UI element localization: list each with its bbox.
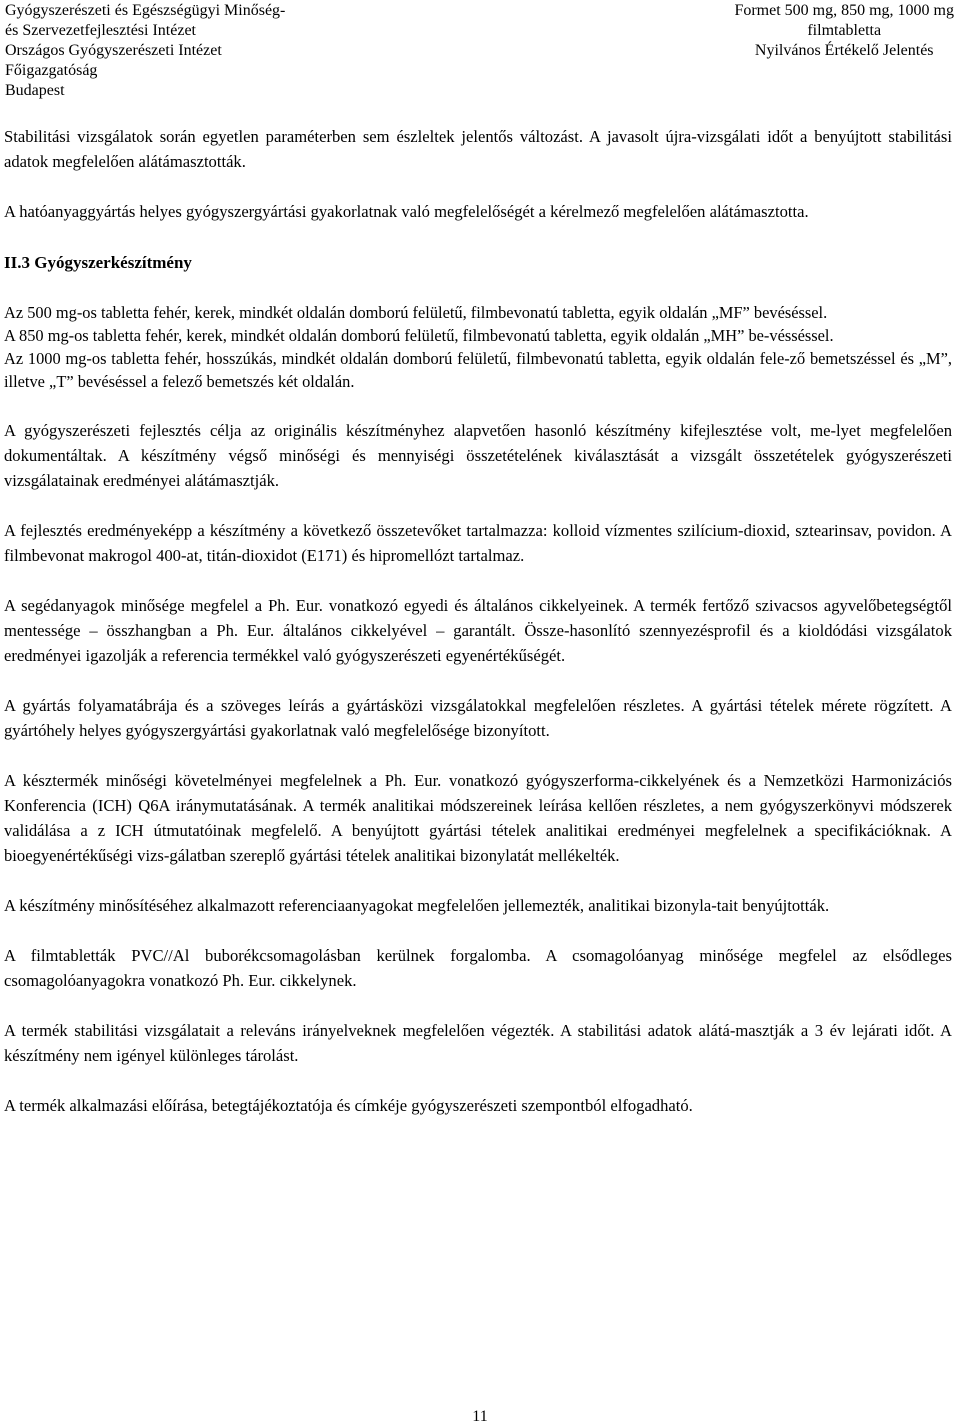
document-body [4, 124, 952, 1118]
paragraph-stability: Stabilitási vizsgálatok során egyetlen paraméterben sem észleltek jelentős változást. A javasolt újra-vizsgálati időt a benyújtott stabilitási adatok megfelelően alátámasztották. [4, 127, 952, 171]
paragraph-labelling: A termék alkalmazási előírása, betegtájékoztatója és címkéje gyógyszerészeti szempontból elfogadható. [4, 1096, 693, 1115]
paragraph-specifications: A késztermék minőségi követelményei megfelelnek a Ph. Eur. vonatkozó gyógyszerforma-cikkelyének és a Nemzetközi Harmonizációs Konferencia (ICH) Q6A iránymutatásának. A termék analitikai módszereinek leírása kellően részletes, a nem gyógyszerkönyvi módszerek validálása a z ICH útmutatóinak megfelelő. A benyújtott gyártási tételek analitikai eredményei megfelelnek a specifikációknak. A bioegyenértékűségi vizs-gálatban szereplő gyártási tételek analitikai bizonylatát mellékelték. [4, 771, 952, 865]
header-institution [5, 1, 285, 101]
page-number: 11 [472, 1408, 488, 1425]
paragraph-api-gmp: A hatóanyaggyártás helyes gyógyszergyártási gyakorlatnak való megfelelőségét a kérelmező megfelelően alátámasztotta. [4, 202, 809, 221]
paragraph-tablet-1000: Az 1000 mg-os tabletta fehér, hosszúkás, mindkét oldalán domború felületű, filmbevonatú tabletta, egyik oldalán fele-ző bemetszéssel és „M”, illetve „T” bevéséssel a felező bemetszés két oldalán. [4, 349, 952, 391]
header-institution-line: és Szervezetfejlesztési Intézet [5, 22, 196, 39]
paragraph-tablet-850: A 850 mg-os tabletta fehér, kerek, mindkét oldalán domború felületű, filmbevonatú tabletta, egyik oldalán „MH” be-vésséssel. [4, 326, 834, 345]
header-report-type: Nyilvános Értékelő Jelentés [754, 42, 934, 59]
page-header [0, 0, 960, 110]
paragraph-composition: A fejlesztés eredményeképp a készítmény a következő összetevőket tartalmazza: kolloid vízmentes szilícium-dioxid, sztearinsav, povidon. A filmbevonat makrogol 400-at, titán-dioxidot (E171) és hipromellózt tartalmaz. [4, 521, 952, 565]
paragraph-packaging: A filmtabletták PVC//Al buborékcsomagolásban kerülnek forgalomba. A csomagolóanyag minősége megfelel az elsődleges csomagolóanyagokra vonatkozó Ph. Eur. cikkelynek. [4, 946, 952, 990]
header-institution-line: Gyógyszerészeti és Egészségügyi Minőség- [5, 2, 286, 19]
header-product [734, 1, 954, 61]
paragraph-excipient-quality: A segédanyagok minősége megfelel a Ph. Eur. vonatkozó egyedi és általános cikkelyeinek. A termék fertőző szivacsos agyvelőbetegségtől mentessége – összhangban a Ph. Eur. általános cikkelyével – garantált. Össze-hasonlító szennyezésprofil és a kioldódási vizsgálatok eredményei igazolják a referencia termékkel való gyógyszerészeti egyenértékűségét. [4, 596, 952, 665]
header-product-name: Formet 500 mg, 850 mg, 1000 mg [734, 2, 954, 19]
header-product-form: filmtabletta [807, 22, 882, 39]
paragraph-development: A gyógyszerészeti fejlesztés célja az originális készítményhez alapvetően hasonló készítmény kifejlesztése volt, me-lyet megfelelően dokumentáltak. A készítmény végső minőségi és mennyiségi összetételének kiválasztását a vizsgált összetételek gyógyszerészeti vizsgálatainak eredményei alátámasztják. [4, 421, 952, 490]
header-institution-line: Országos Gyógyszerészeti Intézet [5, 42, 222, 59]
paragraph-reference-standards: A készítmény minősítéséhez alkalmazott referenciaanyagokat megfelelően jellemezték, analitikai bizonyla-tait benyújtották. [4, 896, 830, 915]
paragraph-shelf-life: A termék stabilitási vizsgálatait a releváns irányelveknek megfelelően végezték. A stabilitási adatok alátá-masztják a 3 év lejárati időt. A készítmény nem igényel különleges tárolást. [4, 1021, 952, 1065]
paragraph-tablet-500: Az 500 mg-os tabletta fehér, kerek, mindkét oldalán domború felületű, filmbevonatú tabletta, egyik oldalán „MF” bevéséssel. [4, 303, 828, 322]
header-institution-line: Budapest [5, 82, 65, 99]
section-heading: II.3 Gyógyszerkészítmény [4, 253, 192, 272]
header-institution-line: Főigazgatóság [5, 62, 98, 79]
paragraph-manufacturing: A gyártás folyamatábrája és a szöveges leírás a gyártásközi vizsgálatokkal megfelelően részletes. A gyártási tételek mérete rögzített. A gyártóhely helyes gyógyszergyártási gyakorlatnak való megfelelősége bizonyított. [4, 696, 952, 740]
